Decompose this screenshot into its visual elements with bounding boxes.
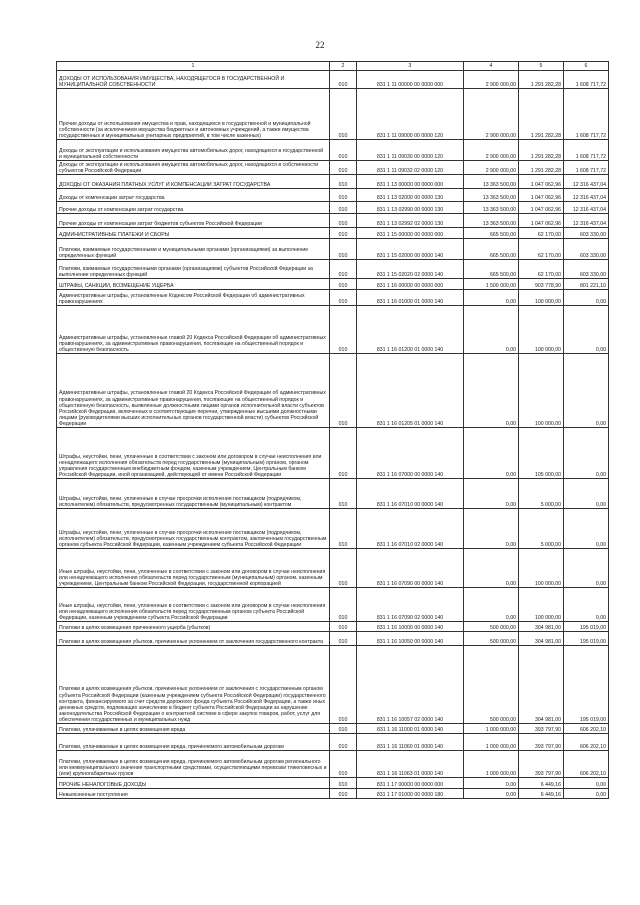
row-line-code-cell: 010	[330, 622, 357, 632]
table-row	[57, 306, 609, 354]
row-income-code-cell: 831 1 16 07090 02 0000 140	[357, 588, 464, 622]
table-row	[57, 724, 609, 734]
row-name-cell: Платежи в целях возмещения убытков, причиненных уклонением от заключения государственного контракта	[57, 632, 330, 646]
row-executed-cell: 393 797,90	[519, 751, 564, 778]
row-name-cell: Платежи, взимаемые государственными органами (организациями) субъектов Российской Федерации за выполнение определенных функций	[57, 260, 330, 279]
row-plan-cell: 13 363 500,00	[464, 214, 519, 228]
row-name-cell: Доходы от эксплуатации и использования имущества автомобильных дорог, находящихся в собственности субъектов Российской Федерации	[57, 161, 330, 175]
row-income-code-cell: 831 1 15 00000 00 0000 000	[357, 228, 464, 239]
row-executed-cell: 304 981,00	[519, 632, 564, 646]
row-remaining-cell: 801 221,10	[564, 279, 609, 290]
table-row	[57, 89, 609, 140]
row-income-code-cell: 831 1 13 02000 00 0000 130	[357, 189, 464, 202]
row-income-code-cell: 831 1 16 11060 01 0000 140	[357, 734, 464, 751]
table-row	[57, 778, 609, 789]
row-line-code-cell: 010	[330, 239, 357, 260]
row-line-code-cell: 010	[330, 778, 357, 789]
row-line-code-cell: 010	[330, 789, 357, 799]
row-name-cell: Невыясненные поступления	[57, 789, 330, 799]
row-remaining-cell: 12 316 437,04	[564, 175, 609, 189]
col-header-line: 2	[330, 62, 357, 71]
row-executed-cell: 1 291 282,28	[519, 140, 564, 161]
row-line-code-cell: 010	[330, 751, 357, 778]
row-executed-cell: 105 000,00	[519, 428, 564, 479]
row-line-code-cell: 010	[330, 260, 357, 279]
row-income-code-cell: 831 1 13 00000 00 0000 000	[357, 175, 464, 189]
row-remaining-cell: 0,00	[564, 789, 609, 799]
table-header-row	[57, 62, 609, 71]
col-header-remaining: 6	[564, 62, 609, 71]
row-remaining-cell: 1 608 717,72	[564, 140, 609, 161]
row-income-code-cell: 831 1 11 09032 02 0000 120	[357, 161, 464, 175]
row-income-code-cell: 831 1 16 07000 00 0000 140	[357, 428, 464, 479]
row-income-code-cell: 831 1 11 00000 00 0000 000	[357, 71, 464, 89]
row-name-cell: Платежи, уплачиваемые в целях возмещения вреда, причиняемого автомобильным дорогам регионального или межмуниципального значения транспортными средствами, осуществляющими перевозки тяжеловесных и (или) крупногабаритных грузов	[57, 751, 330, 778]
table-row	[57, 479, 609, 509]
row-name-cell: Иные штрафы, неустойки, пени, уплаченные в соответствии с законом или договором в случае неисполнения или ненадлежащего исполнения обязательств перед государственным (муниципальным) органом, казенным учреждением, Центральным банком Российской Федерации, государственной корпорацией	[57, 549, 330, 588]
row-name-cell: Иные штрафы, неустойки, пени, уплаченные в соответствии с законом или договором в случае неисполнения или ненадлежащего исполнения обязательств перед государственным органом субъекта Российской Федерации, казенным учреждением субъекта Российской Федерации	[57, 588, 330, 622]
row-name-cell: Доходы от компенсации затрат государства	[57, 189, 330, 202]
row-executed-cell: 5 000,00	[519, 479, 564, 509]
row-line-code-cell: 010	[330, 89, 357, 140]
row-plan-cell: 0,00	[464, 789, 519, 799]
row-executed-cell: 1 291 282,28	[519, 89, 564, 140]
row-income-code-cell: 831 1 16 07010 00 0000 140	[357, 479, 464, 509]
row-name-cell: Штрафы, неустойки, пени, уплаченные в соответствии с законом или договором в случае неисполнения или ненадлежащего исполнения обязательств перед государственным (муниципальным) органом, органом управления государственным внебюджетным фондом, казенным учреждением, Центральным банком Российской Федерации, иной организацией, действующей от имени Российской Федерации	[57, 428, 330, 479]
row-name-cell: Платежи, взимаемые государственными и муниципальными органами (организациями) за выполнение определенных функций	[57, 239, 330, 260]
row-plan-cell: 13 363 500,00	[464, 202, 519, 214]
row-plan-cell: 665 500,00	[464, 228, 519, 239]
col-header-executed: 5	[519, 62, 564, 71]
row-plan-cell: 500 000,00	[464, 632, 519, 646]
row-remaining-cell: 1 608 717,72	[564, 161, 609, 175]
table-row	[57, 228, 609, 239]
row-name-cell: Административные штрафы, установленные главой 20 Кодекса Российской Федерации об административных правонарушениях, за административные правонарушения, посягающие на общественный порядок и общественную безопасность, выявленные должностными лицами органов исполнительной власти субъектов Российской Федерации, включенных в соответствующие перечни, утвержденные высшими должностными лицами (руководителями высших исполнительных органов государственной власти) субъектов Российской Федерации	[57, 354, 330, 428]
row-income-code-cell: 831 1 16 11000 01 0000 140	[357, 724, 464, 734]
row-remaining-cell: 195 019,00	[564, 632, 609, 646]
row-name-cell: Платежи, уплачиваемые в целях возмещения вреда, причиняемого автомобильным дорогам	[57, 734, 330, 751]
row-line-code-cell: 010	[330, 632, 357, 646]
row-name-cell: АДМИНИСТРАТИВНЫЕ ПЛАТЕЖИ И СБОРЫ	[57, 228, 330, 239]
row-income-code-cell: 831 1 16 01200 01 0000 140	[357, 306, 464, 354]
row-income-code-cell: 831 1 15 02020 02 0000 140	[357, 260, 464, 279]
row-name-cell: ДОХОДЫ ОТ ИСПОЛЬЗОВАНИЯ ИМУЩЕСТВА, НАХОДЯЩЕГОСЯ В ГОСУДАРСТВЕННОЙ И МУНИЦИПАЛЬНОЙ СОБСТВЕННОСТИ	[57, 71, 330, 89]
row-remaining-cell: 606 202,10	[564, 734, 609, 751]
row-name-cell: Административные штрафы, установленные Кодексом Российской Федерации об административных правонарушениях	[57, 290, 330, 306]
col-header-code: 3	[357, 62, 464, 71]
row-plan-cell: 0,00	[464, 354, 519, 428]
row-income-code-cell: 831 1 11 09030 00 0000 120	[357, 140, 464, 161]
table-body	[57, 71, 609, 799]
row-executed-cell: 1 047 062,96	[519, 214, 564, 228]
row-name-cell: ПРОЧИЕ НЕНАЛОГОВЫЕ ДОХОДЫ	[57, 778, 330, 789]
row-executed-cell: 304 981,00	[519, 646, 564, 724]
row-remaining-cell: 603 330,00	[564, 260, 609, 279]
table-row	[57, 646, 609, 724]
row-remaining-cell: 12 316 437,04	[564, 202, 609, 214]
table-row	[57, 751, 609, 778]
row-line-code-cell: 010	[330, 588, 357, 622]
row-remaining-cell: 0,00	[564, 509, 609, 549]
row-plan-cell: 665 500,00	[464, 239, 519, 260]
row-line-code-cell: 010	[330, 734, 357, 751]
row-remaining-cell: 603 330,00	[564, 239, 609, 260]
col-header-name: 1	[57, 62, 330, 71]
row-income-code-cell: 831 1 13 02992 02 0000 130	[357, 214, 464, 228]
row-executed-cell: 393 797,90	[519, 724, 564, 734]
table-row	[57, 189, 609, 202]
row-name-cell: Доходы от эксплуатации и использования имущества автомобильных дорог, находящихся в государственной и муниципальной собственности	[57, 140, 330, 161]
table-row	[57, 428, 609, 479]
row-income-code-cell: 831 1 13 02990 00 0000 130	[357, 202, 464, 214]
row-executed-cell: 100 000,00	[519, 588, 564, 622]
row-name-cell: Платежи в целях возмещения причиненного ущерба (убытков)	[57, 622, 330, 632]
row-income-code-cell: 831 1 16 10057 02 0000 140	[357, 646, 464, 724]
row-remaining-cell: 12 316 437,04	[564, 214, 609, 228]
row-remaining-cell: 0,00	[564, 588, 609, 622]
row-remaining-cell: 0,00	[564, 549, 609, 588]
row-name-cell: Прочие доходы от компенсации затрат государства	[57, 202, 330, 214]
row-executed-cell: 100 000,00	[519, 354, 564, 428]
row-plan-cell: 1 000 000,00	[464, 724, 519, 734]
row-income-code-cell: 831 1 15 02000 00 0000 140	[357, 239, 464, 260]
row-line-code-cell: 010	[330, 290, 357, 306]
row-plan-cell: 2 900 000,00	[464, 161, 519, 175]
row-remaining-cell: 0,00	[564, 428, 609, 479]
col-header-plan: 4	[464, 62, 519, 71]
row-executed-cell: 304 981,00	[519, 622, 564, 632]
table-row	[57, 549, 609, 588]
row-plan-cell: 0,00	[464, 306, 519, 354]
row-name-cell: ДОХОДЫ ОТ ОКАЗАНИЯ ПЛАТНЫХ УСЛУГ И КОМПЕНСАЦИИ ЗАТРАТ ГОСУДАРСТВА	[57, 175, 330, 189]
row-remaining-cell: 0,00	[564, 479, 609, 509]
row-plan-cell: 500 000,00	[464, 622, 519, 632]
row-income-code-cell: 831 1 11 09000 00 0000 120	[357, 89, 464, 140]
table-row	[57, 622, 609, 632]
row-income-code-cell: 831 1 16 10000 00 0000 140	[357, 622, 464, 632]
row-remaining-cell: 1 608 717,72	[564, 71, 609, 89]
row-plan-cell: 0,00	[464, 479, 519, 509]
row-line-code-cell: 010	[330, 71, 357, 89]
row-income-code-cell: 831 1 16 11063 01 0000 140	[357, 751, 464, 778]
row-plan-cell: 0,00	[464, 428, 519, 479]
row-income-code-cell: 831 1 16 00000 00 0000 000	[357, 279, 464, 290]
row-remaining-cell: 195 019,00	[564, 646, 609, 724]
row-name-cell: Платежи в целях возмещения убытков, причиненных уклонением от заключения с государственным органом субъекта Российской Федерации (казенным учреждением субъекта Российской Федерации) государственного контракта, финансируемого за счет средств дорожного фонда субъекта Российской Федерации, а также иных денежных средств, подлежащих зачислению в бюджет субъекта Российской Федерации за нарушение законодательства Российской Федерации о контрактной системе в сфере закупок товаров, работ, услуг для обеспечения государственных и муниципальных нужд	[57, 646, 330, 724]
row-plan-cell: 2 900 000,00	[464, 89, 519, 140]
table-row	[57, 161, 609, 175]
row-income-code-cell: 831 1 16 07090 00 0000 140	[357, 549, 464, 588]
row-executed-cell: 393 797,90	[519, 734, 564, 751]
row-remaining-cell: 0,00	[564, 290, 609, 306]
row-name-cell: ШТРАФЫ, САНКЦИИ, ВОЗМЕЩЕНИЕ УЩЕРБА	[57, 279, 330, 290]
row-line-code-cell: 010	[330, 306, 357, 354]
row-income-code-cell: 831 1 17 01000 00 0000 180	[357, 789, 464, 799]
row-remaining-cell: 606 202,10	[564, 751, 609, 778]
table-row	[57, 354, 609, 428]
row-remaining-cell: 0,00	[564, 354, 609, 428]
row-executed-cell: 62 170,00	[519, 228, 564, 239]
row-line-code-cell: 010	[330, 428, 357, 479]
row-plan-cell: 1 000 000,00	[464, 751, 519, 778]
row-executed-cell: 6 449,16	[519, 778, 564, 789]
row-executed-cell: 100 000,00	[519, 306, 564, 354]
row-line-code-cell: 010	[330, 161, 357, 175]
table-row	[57, 260, 609, 279]
row-executed-cell: 5 000,00	[519, 509, 564, 549]
row-line-code-cell: 010	[330, 724, 357, 734]
row-executed-cell: 6 449,16	[519, 789, 564, 799]
row-income-code-cell: 831 1 16 01000 01 0000 140	[357, 290, 464, 306]
row-name-cell: Прочие доходы от компенсации затрат бюджетов субъектов Российской Федерации	[57, 214, 330, 228]
row-executed-cell: 1 047 062,96	[519, 189, 564, 202]
row-line-code-cell: 010	[330, 354, 357, 428]
row-line-code-cell: 010	[330, 175, 357, 189]
table-row	[57, 290, 609, 306]
row-remaining-cell: 12 316 437,04	[564, 189, 609, 202]
row-executed-cell: 903 778,90	[519, 279, 564, 290]
row-remaining-cell: 603 330,00	[564, 228, 609, 239]
page-number: 22	[315, 40, 325, 50]
table-row	[57, 175, 609, 189]
row-plan-cell: 0,00	[464, 509, 519, 549]
row-plan-cell: 0,00	[464, 549, 519, 588]
row-executed-cell: 100 000,00	[519, 549, 564, 588]
row-plan-cell: 0,00	[464, 290, 519, 306]
row-plan-cell: 13 363 500,00	[464, 175, 519, 189]
row-executed-cell: 1 291 282,28	[519, 161, 564, 175]
row-executed-cell: 62 170,00	[519, 239, 564, 260]
row-plan-cell: 13 363 500,00	[464, 189, 519, 202]
row-line-code-cell: 010	[330, 509, 357, 549]
row-remaining-cell: 0,00	[564, 778, 609, 789]
row-line-code-cell: 010	[330, 549, 357, 588]
row-line-code-cell: 010	[330, 214, 357, 228]
row-remaining-cell: 1 608 717,72	[564, 89, 609, 140]
table-row	[57, 588, 609, 622]
row-name-cell: Прочие доходы от использования имущества и прав, находящихся в государственной и муниципальной собственности (за исключением имущества бюджетных и автономных учреждений, а также имущества государственных и муниципальных унитарных предприятий, в том числе казенных)	[57, 89, 330, 140]
row-remaining-cell: 0,00	[564, 306, 609, 354]
row-plan-cell: 0,00	[464, 778, 519, 789]
row-income-code-cell: 831 1 16 10050 00 0000 140	[357, 632, 464, 646]
table-row	[57, 140, 609, 161]
row-income-code-cell: 831 1 17 00000 00 0000 000	[357, 778, 464, 789]
row-name-cell: Платежи, уплачиваемые в целях возмещения вреда	[57, 724, 330, 734]
row-line-code-cell: 010	[330, 279, 357, 290]
table-row	[57, 214, 609, 228]
table-row	[57, 734, 609, 751]
row-line-code-cell: 010	[330, 646, 357, 724]
row-executed-cell: 100 000,00	[519, 290, 564, 306]
row-income-code-cell: 831 1 16 07010 02 0000 140	[357, 509, 464, 549]
row-income-code-cell: 831 1 16 01205 01 0000 140	[357, 354, 464, 428]
row-executed-cell: 1 047 062,96	[519, 202, 564, 214]
row-executed-cell: 62 170,00	[519, 260, 564, 279]
row-line-code-cell: 010	[330, 189, 357, 202]
table-row	[57, 509, 609, 549]
row-plan-cell: 500 000,00	[464, 646, 519, 724]
table-row	[57, 279, 609, 290]
row-plan-cell: 1 500 000,00	[464, 279, 519, 290]
row-plan-cell: 1 000 000,00	[464, 734, 519, 751]
row-plan-cell: 0,00	[464, 588, 519, 622]
row-plan-cell: 665 500,00	[464, 260, 519, 279]
row-line-code-cell: 010	[330, 140, 357, 161]
row-line-code-cell: 010	[330, 202, 357, 214]
row-name-cell: Административные штрафы, установленные главой 20 Кодекса Российской Федерации об административных правонарушениях, за административные правонарушения, посягающие на общественный порядок и общественную безопасность	[57, 306, 330, 354]
table-row	[57, 202, 609, 214]
row-plan-cell: 2 900 000,00	[464, 140, 519, 161]
row-remaining-cell: 606 202,10	[564, 724, 609, 734]
row-remaining-cell: 195 019,00	[564, 622, 609, 632]
table-row	[57, 239, 609, 260]
row-plan-cell: 2 900 000,00	[464, 71, 519, 89]
row-line-code-cell: 010	[330, 228, 357, 239]
table-row	[57, 71, 609, 89]
row-executed-cell: 1 291 282,28	[519, 71, 564, 89]
row-executed-cell: 1 047 062,96	[519, 175, 564, 189]
row-name-cell: Штрафы, неустойки, пени, уплаченные в случае просрочки исполнения поставщиком (подрядчиком, исполнителем) обязательств, предусмотренных государственным (муниципальным) контрактом	[57, 479, 330, 509]
revenue-table	[56, 61, 609, 799]
table-row	[57, 632, 609, 646]
row-line-code-cell: 010	[330, 479, 357, 509]
row-name-cell: Штрафы, неустойки, пени, уплаченные в случае просрочки исполнения поставщиком (подрядчиком, исполнителем) обязательств, предусмотренных государственным контрактом, заключенным государственным органом субъекта Российской Федерации, казенным учреждением субъекта Российской Федерации	[57, 509, 330, 549]
table-row	[57, 789, 609, 799]
